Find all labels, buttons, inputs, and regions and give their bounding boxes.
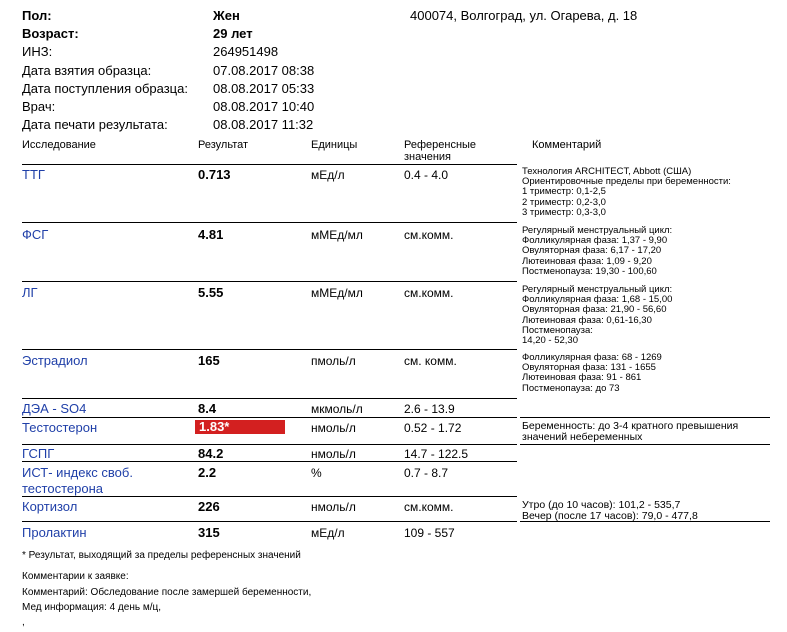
comment-line: Постменопауза: до 73 <box>522 382 620 394</box>
reference-ttg: 0.4 - 4.0 <box>404 168 449 182</box>
test-name-fsg: ФСГ <box>22 227 49 242</box>
reference-estradiol: см. комм. <box>404 354 457 368</box>
test-name-testosterone: Тестостерон <box>22 420 98 435</box>
comment-line: Технология ARCHITECT, Abbott (США) <box>522 166 692 177</box>
comment-line: Лютеиновая фаза: 1,09 - 9,20 <box>522 255 652 267</box>
comment-line: 2 триместр: 0,2-3,0 <box>522 196 606 208</box>
row-divider <box>520 444 770 445</box>
age-value: 29 лет <box>213 26 253 41</box>
col-header-test: Исследование <box>22 139 96 151</box>
comment-line: Фолликулярная фаза: 1,37 - 9,90 <box>522 235 668 247</box>
comment-ttg <box>522 167 731 218</box>
units-fai: % <box>311 466 322 480</box>
reference-prolactin: 109 - 557 <box>404 526 455 540</box>
comment-line: Утро (до 10 часов): 101,2 - 535,7 <box>522 499 681 511</box>
comment-line: Овуляторная фаза: 21,90 - 56,60 <box>522 304 667 316</box>
col-header-reference-2: значения <box>404 151 452 163</box>
units-dhea: мкмоль/л <box>311 402 363 416</box>
comment-line: Фолликулярная фаза: 1,68 - 15,00 <box>522 294 673 306</box>
print-date-value: 08.08.2017 11:32 <box>213 117 314 132</box>
sample-taken-value: 07.08.2017 08:38 <box>213 63 315 78</box>
row-divider <box>22 521 517 522</box>
comment-lg <box>522 285 672 346</box>
row-divider <box>22 417 517 418</box>
result-ttg: 0.713 <box>198 167 231 182</box>
units-estradiol: пмоль/л <box>311 354 356 368</box>
sample-taken-label: Дата взятия образца: <box>22 63 152 78</box>
comment-line: Регулярный менструальный цикл: <box>522 284 673 295</box>
comment-line: Постменопауза: <box>522 324 593 336</box>
print-date-label: Дата печати результата: <box>22 117 168 132</box>
result-testosterone-flagged: 1.83* <box>195 420 285 434</box>
sex-label: Пол: <box>22 8 52 23</box>
result-dhea: 8.4 <box>198 401 217 416</box>
test-name-estradiol: Эстрадиол <box>22 353 88 368</box>
col-header-reference: Референсные <box>404 139 477 151</box>
col-header-comment: Комментарий <box>532 139 602 151</box>
test-name-shbg: ГСПГ <box>22 446 55 461</box>
result-prolactin: 315 <box>198 525 220 540</box>
row-divider <box>22 164 517 165</box>
row-divider <box>22 281 517 282</box>
inz-label: ИНЗ: <box>22 44 53 59</box>
col-header-result: Результат <box>198 139 249 151</box>
request-comments-label: Комментарии к заявке: <box>22 571 129 582</box>
result-fai: 2.2 <box>198 465 217 480</box>
units-shbg: нмоль/л <box>311 447 356 461</box>
comment-line: Постменопауза: 19,30 - 100,60 <box>522 265 657 277</box>
reference-fsg: см.комм. <box>404 228 454 242</box>
lab-address: 400074, Волгоград, ул. Огарева, д. 18 <box>410 8 638 23</box>
comment-line: Ориентировочные пределы при беременности: <box>522 176 731 188</box>
row-divider <box>22 496 517 497</box>
row-divider <box>22 461 517 462</box>
reference-testosterone: 0.52 - 1.72 <box>404 421 462 435</box>
comment-line: Лютеиновая фаза: 0,61-16,30 <box>522 314 652 326</box>
comment-fsg <box>522 226 672 277</box>
footnote-out-of-range: * Результат, выходящий за пределы референсных значений <box>22 550 301 561</box>
sample-received-value: 08.08.2017 05:33 <box>213 81 315 96</box>
units-testosterone: нмоль/л <box>311 421 356 435</box>
reference-dhea: 2.6 - 13.9 <box>404 402 455 416</box>
comment-testosterone <box>522 421 738 443</box>
age-label: Возраст: <box>22 26 79 41</box>
result-shbg: 84.2 <box>198 446 224 461</box>
units-cortisol: нмоль/л <box>311 500 356 514</box>
med-info: Мед информация: 4 день м/ц, <box>22 602 161 613</box>
inz-value: 264951498 <box>213 44 279 59</box>
units-fsg: мМЕд/мл <box>311 228 363 242</box>
row-divider <box>22 444 517 445</box>
reference-cortisol: см.комм. <box>404 500 454 514</box>
test-name-fai: ИСТ- индекс своб. <box>22 465 133 480</box>
units-lg: мМЕд/мл <box>311 286 363 300</box>
units-ttg: мЕд/л <box>311 168 345 182</box>
comment-line: Овуляторная фаза: 131 - 1655 <box>522 362 656 374</box>
comment-line: 14,20 - 52,30 <box>522 335 578 347</box>
doctor-value: 08.08.2017 10:40 <box>213 99 315 114</box>
comment-cortisol <box>522 500 698 522</box>
comment-line: 3 триместр: 0,3-3,0 <box>522 206 606 218</box>
comment-estradiol <box>522 353 662 394</box>
comment-line: Овуляторная фаза: 6,17 - 17,20 <box>522 245 662 257</box>
row-divider <box>520 417 770 418</box>
trailing-mark: , <box>22 617 25 628</box>
test-name-lg: ЛГ <box>22 285 38 300</box>
col-header-units: Единицы <box>311 139 358 151</box>
sex-value: Жен <box>213 8 240 23</box>
result-estradiol: 165 <box>198 353 220 368</box>
reference-lg: см.комм. <box>404 286 454 300</box>
result-fsg: 4.81 <box>198 227 224 242</box>
units-prolactin: мЕд/л <box>311 526 345 540</box>
test-name-dhea: ДЭА - SO4 <box>22 401 87 416</box>
sample-received-label: Дата поступления образца: <box>22 81 188 96</box>
request-comment: Комментарий: Обследование после замершей беременности, <box>22 587 312 598</box>
comment-line: Беременность: до 3-4 кратного превышения <box>522 420 739 432</box>
comment-line: Фолликулярная фаза: 68 - 1269 <box>522 352 662 363</box>
reference-shbg: 14.7 - 122.5 <box>404 447 469 461</box>
test-name-fai-2: тестостерона <box>22 481 103 496</box>
comment-line: Регулярный менструальный цикл: <box>522 225 673 236</box>
comment-line: 1 триместр: 0,1-2,5 <box>522 186 606 198</box>
row-divider <box>520 521 770 522</box>
result-cortisol: 226 <box>198 499 220 514</box>
result-lg: 5.55 <box>198 285 224 300</box>
row-divider <box>22 349 517 350</box>
doctor-label: Врач: <box>22 99 56 114</box>
comment-line: значений небеременных <box>522 431 643 443</box>
reference-fai: 0.7 - 8.7 <box>404 466 449 480</box>
comment-line: Вечер (после 17 часов): 79,0 - 477,8 <box>522 510 698 522</box>
row-divider <box>22 398 517 399</box>
test-name-ttg: ТТГ <box>22 167 45 182</box>
test-name-prolactin: Пролактин <box>22 525 87 540</box>
row-divider <box>22 222 517 223</box>
comment-line: Лютеиновая фаза: 91 - 861 <box>522 372 642 384</box>
test-name-cortisol: Кортизол <box>22 499 78 514</box>
